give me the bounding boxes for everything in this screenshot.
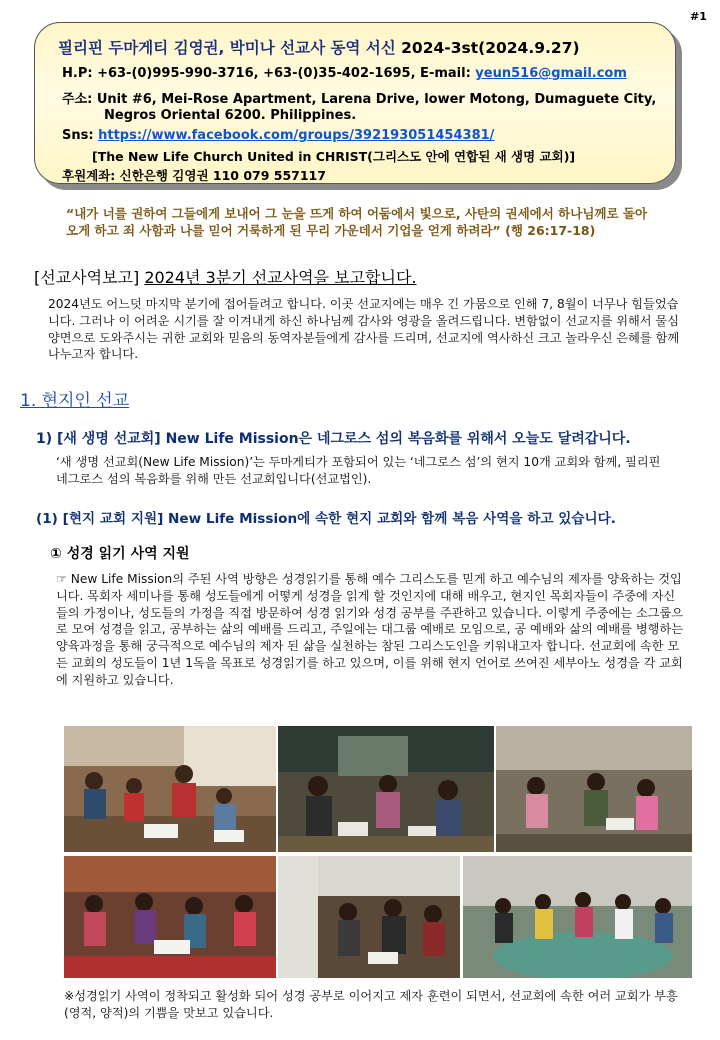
sns-label: Sns:: [62, 128, 99, 143]
bible-verse: “내가 너를 권하여 그들에게 보내어 그 눈을 뜨게 하여 어둠에서 빛으로, 사탄의 권세에서 하나님께로 돌아오게 하고 죄 사함과 나를 믿어 거룩하게 된 무리 가운데서 기업을 얻게 하려라” (행 26:17-18): [66, 206, 648, 238]
facebook-group-link[interactable]: https://www.facebook.com/groups/392193051454381/: [98, 128, 495, 143]
photo-bible-study-6: [463, 856, 692, 978]
report-label: [선교사역보고]: [34, 268, 145, 287]
bible-reading-paragraph: ☞ New Life Mission의 주된 사역 방향은 성경읽기를 통해 예수 그리스도를 믿게 하고 예수님의 제자를 양육하는 것입니다. 목회자 세미나를 통해 성도들에게 어떻게 성경을 읽게 할 것인지에 대해 배우고, 현지인 목회자들이 주중에 자신들의 가정이나, 성도들의 가정을 직접 방문하여 성경 읽기와 성경 공부를 주관하고 있습니다. 이렇게 주중에는 소그룹으로 모여 성경을 읽고, 공부하는 삶의 예배를 드리고, 주일에는 대그룹 예배로 모임으로, 공 예배와 삶의 예배를 병행하는 양육과정을 통해 궁극적으로 예수님의 제자 된 삶을 실천하는 참된 그리스도인을 키워내고자 합니다. 선교회에 속한 모든 교회의 성도들이 1년 1독을 목표로 성경읽기를 하고 있으며, 이를 위해 현지 언어로 쓰여진 세부아노 성경을 각 교회에 지원하고 있습니다.: [56, 572, 684, 687]
mission-description: ‘새 생명 선교회(New Life Mission)’는 두마게티가 포함되어 있는 ‘네그로스 섬’의 현지 10개 교회와 함께, 필리핀 네그로스 섬의 복음화를 위해 만든 선교회입니다(선교법인).: [56, 455, 661, 486]
photo-bible-study-5: [278, 856, 460, 978]
contact-line: [62, 66, 627, 81]
subsection-heading-bible-reading: ① 성경 읽기 사역 지원: [50, 546, 190, 562]
title-date: 2024-3st(2024.9.27): [401, 39, 580, 57]
subsection-heading-mission: 1) [새 생명 선교회] New Life Mission은 네그로스 섬의 복음화를 위해서 오늘도 달려갑니다.: [36, 431, 631, 447]
title-text: 필리핀 두마게티 김영권, 박미나 선교사 동역 서신: [58, 39, 402, 57]
phone-label: H.P: +63-(0)995-990-3716, +63-(0)35-402-1695, E-mail:: [62, 66, 476, 81]
donation-account: 후원계좌: 신한은행 김영권 110 079 557117: [62, 168, 326, 183]
sns-line: [62, 128, 494, 143]
address-line-1: 주소: Unit #6, Mei-Rose Apartment, Larena Drive, lower Motong, Dumaguete City,: [62, 92, 657, 107]
photo-bible-study-2: [278, 726, 494, 852]
section-heading: 1. 현지인 선교: [20, 391, 130, 411]
email-link[interactable]: yeun516@gmail.com: [475, 66, 627, 81]
report-paragraph: 2024년도 어느덧 마지막 분기에 접어들려고 합니다. 이곳 선교지에는 매우 긴 가뭄으로 인해 7, 8월이 너무나 힘들었습니다. 그러나 이 어려운 시기를 잘 이겨내게 하신 하나님께 감사와 영광을 올려드립니다. 변함없이 선교지를 위해서 물심양면으로 도와주시는 귀한 교회와 믿음의 동역자분들에게 감사를 드리며, 선교지에 역사하신 크고 놀라우신 은혜를 함께 나누고자 합니다.: [48, 297, 680, 362]
photo-bible-study-4: [64, 856, 276, 978]
page-number: #1: [690, 10, 707, 23]
closing-note: ※성경읽기 사역이 정착되고 활성화 되어 성경 공부로 이어지고 제자 훈련이 되면서, 선교회에 속한 여러 교회가 부흥(영적, 양적)의 기쁨을 맛보고 있습니다.: [64, 989, 678, 1020]
report-title: [34, 265, 416, 288]
subsection-heading-church-support: (1) [현지 교회 지원] New Life Mission에 속한 현지 교회와 함께 복음 사역을 하고 있습니다.: [36, 511, 616, 527]
photo-bible-study-3: [496, 726, 692, 852]
newsletter-title: [58, 36, 580, 58]
photo-bible-study-1: [64, 726, 276, 852]
church-name: [The New Life Church United in CHRIST(그리스도 안에 연합된 새 생명 교회)]: [92, 149, 576, 164]
address-line-2: Negros Oriental 6200. Philippines.: [104, 108, 357, 123]
report-heading: 2024년 3분기 선교사역을 보고합니다.: [144, 268, 417, 287]
